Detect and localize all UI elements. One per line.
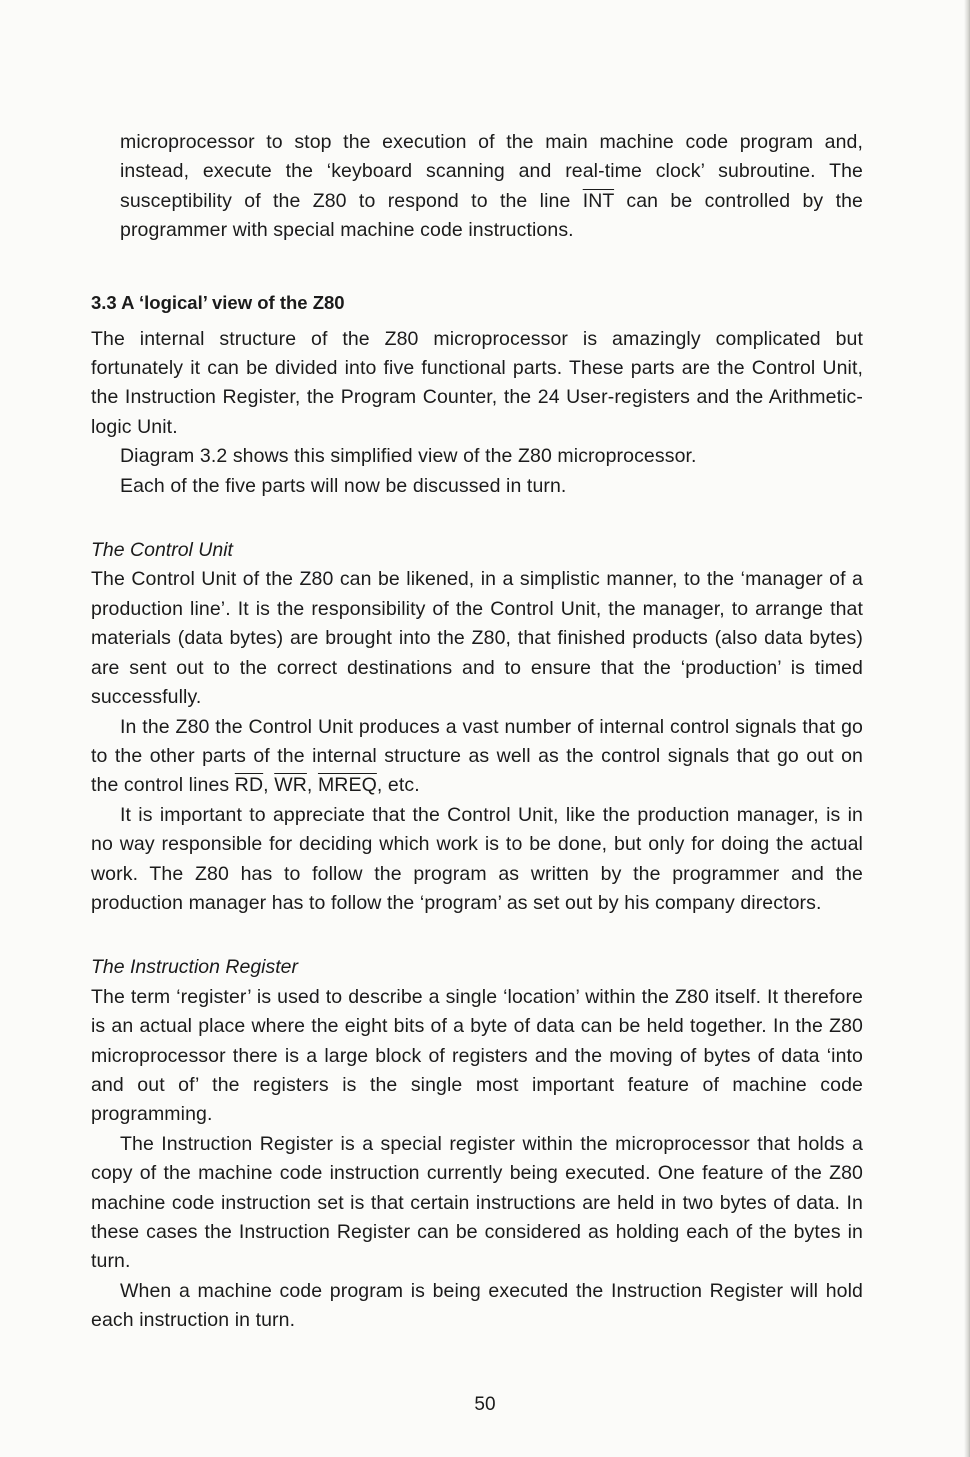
section-heading: 3.3 A ‘logical’ view of the Z80 xyxy=(91,291,345,313)
signal-separator: , xyxy=(306,774,318,797)
signal-mreq: MREQ xyxy=(317,774,377,797)
signal-separator: , xyxy=(263,774,275,797)
instruction-register-paragraph-1: The term ‘register’ is used to describe a single ‘location’ within the Z80 itself. It therefore is an actual place where the eight bits of a byte of data can be held together. In the Z80 microprocessor there is a large block of registers and the moving of bytes of data ‘into and out of’ the registers is the single most important feature of machine code programming. xyxy=(91,985,863,1126)
section-paragraph-3: Each of the five parts will now be discussed in turn. xyxy=(120,474,567,497)
control-unit-paragraph-2 xyxy=(91,713,863,801)
page-number: 50 xyxy=(474,1394,496,1415)
control-unit-p2-text-a: In the Z80 the Control Unit produces a vast number of internal control signals that go to the other parts of the internal structure as well as the control signals that go out on the control lines xyxy=(91,715,863,797)
text-column xyxy=(91,128,863,1336)
signal-int: $\overline{INT}$ xyxy=(582,189,615,212)
intro-text-b: can be controlled by the programmer with special machine code instructions. xyxy=(120,189,863,242)
signal-wr: $\overline{WR}$ xyxy=(274,774,307,797)
instruction-register-paragraph-2: The Instruction Register is a special register within the microprocessor that holds a copy of the machine code instruction currently being executed. One feature of the Z80 machine code instruction set is that certain instructions are held in two bytes of data. In these cases the Instruction Register can be considered as holding each of the bytes in turn. xyxy=(91,1132,863,1273)
section-paragraph-1: The internal structure of the Z80 microprocessor is amazingly complicated but fortunately it can be divided into five functional parts. These parts are the Control Unit, the Instruction Register, the Program Counter, the 24 User-registers and the Arithmetic-logic Unit. xyxy=(91,327,863,438)
intro-text-a: microprocessor to stop the execution of the main machine code program and, instead, execute the ‘keyboard scanning and real-time clock’ subroutine. The susceptibility of the Z80 to respond to the line xyxy=(120,131,863,212)
intro-paragraph xyxy=(91,128,863,246)
instruction-register-paragraph-3: When a machine code program is being executed the Instruction Register will hold each instruction in turn. xyxy=(91,1279,863,1332)
signal-rd: $\overline{RD}$ xyxy=(234,774,264,797)
page-edge-shadow xyxy=(964,0,970,1457)
instruction-register-heading: The Instruction Register xyxy=(91,956,299,979)
control-unit-paragraph-1: The Control Unit of the Z80 can be likened, in a simplistic manner, to the ‘manager of a production line’. It is the responsibility of the Control Unit, the manager, to arrange that materials (data bytes) are brought into the Z80, that finished products (also data bytes) are sent out to the correct destinations and to ensure that the ‘production’ is timed successfully. xyxy=(91,568,863,709)
control-unit-heading: The Control Unit xyxy=(91,539,233,562)
control-unit-p2-text-b: , etc. xyxy=(376,774,420,797)
control-unit-paragraph-3: It is important to appreciate that the Control Unit, like the production manager, is in no way responsible for deciding which work is to be done, but only for doing the actual work. The Z80 has to follow the program as written by the programmer and the production manager has to follow the ‘program’ as set out by his company directors. xyxy=(91,803,863,914)
section-paragraph-2: Diagram 3.2 shows this simplified view of the Z80 microprocessor. xyxy=(120,445,697,468)
